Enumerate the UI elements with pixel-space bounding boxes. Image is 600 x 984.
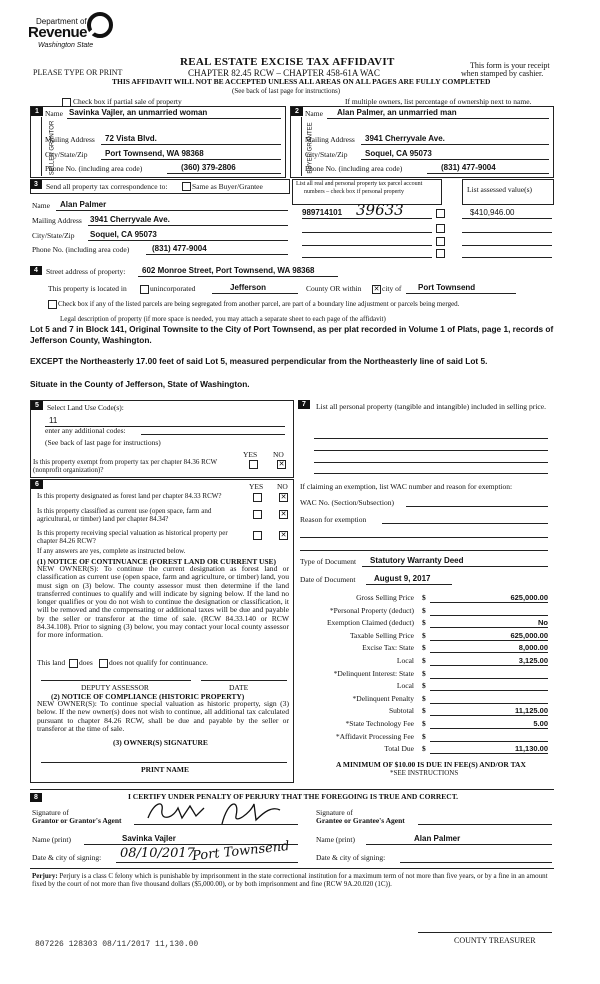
section-4-badge: 4 xyxy=(30,266,42,275)
buyer-mailing[interactable]: 3941 Cherryvale Ave. xyxy=(365,134,445,143)
street-label: Street address of property: xyxy=(46,267,126,276)
tax-row-label: Local xyxy=(396,681,414,690)
partial-sale-label: Check box if partial sale of property xyxy=(73,97,182,106)
parcel-3-personal-checkbox[interactable] xyxy=(436,237,445,246)
tax-row-line xyxy=(430,665,548,666)
tax-row-currency: $ xyxy=(422,618,426,627)
does-not-qualify-checkbox[interactable] xyxy=(99,659,108,668)
property-county[interactable]: Jefferson xyxy=(230,283,267,292)
tax-row-currency: $ xyxy=(422,744,426,753)
section-5-badge: 5 xyxy=(31,401,43,410)
seller-name[interactable]: Savinka Vajler, an unmarried woman xyxy=(69,108,208,117)
exempt-yes-checkbox[interactable] xyxy=(249,460,258,469)
tax-row-value[interactable]: 8,000.00 xyxy=(518,643,548,652)
legal-description-3: Situate in the County of Jefferson, State of Washington. xyxy=(30,379,250,389)
corr-city[interactable]: Soquel, CA 95073 xyxy=(90,230,157,239)
segregated-label: Check box if any of the listed parcels are being segregated from another parcel, are part of a boundary line adjustment or parcels being merged. xyxy=(58,300,460,308)
section-7-badge: 7 xyxy=(298,400,310,409)
land-use-see-back: (See back of last page for instructions) xyxy=(45,438,161,447)
reason-label: Reason for exemption xyxy=(300,515,367,524)
tax-row-line xyxy=(430,678,548,679)
buyer-name-label: Name xyxy=(305,109,323,118)
tax-row-value[interactable]: No xyxy=(538,618,548,627)
revenue-logo-icon xyxy=(86,12,116,38)
buyer-name[interactable]: Alan Palmer, an unmarried man xyxy=(337,108,457,117)
buyer-side-label: BUYER GRANTEE xyxy=(307,122,314,174)
receipt-note-2: when stamped by cashier. xyxy=(461,69,544,78)
tax-row-value[interactable]: 3,125.00 xyxy=(518,656,548,665)
tax-row-line xyxy=(430,640,548,641)
corr-city-label: City/State/Zip xyxy=(32,231,75,240)
exempt-question: Is this property exempt from property tax per chapter 84.36 RCW (nonprofit organization)? xyxy=(33,458,217,474)
segregated-checkbox[interactable] xyxy=(48,300,57,309)
tax-row-line xyxy=(430,615,548,616)
doc-date-label: Date of Document xyxy=(300,575,356,584)
certify-statement: I CERTIFY UNDER PENALTY OF PERJURY THAT THE FOREGOING IS TRUE AND CORRECT. xyxy=(128,792,459,801)
buyer-section xyxy=(290,106,554,178)
personal-property-label: List all personal property (tangible and intangible) included in selling price. xyxy=(316,402,547,411)
doc-date[interactable]: August 9, 2017 xyxy=(374,574,431,583)
tax-row-currency: $ xyxy=(422,606,426,615)
tax-row-label: Exemption Claimed (deduct) xyxy=(326,618,414,627)
tax-row-currency: $ xyxy=(422,719,426,728)
exempt-no-checkbox[interactable]: ✕ xyxy=(278,460,285,468)
parcel-header-1: List all real and personal property tax parcel account xyxy=(296,181,423,187)
tax-row-line xyxy=(430,627,548,628)
section-2-badge: 2 xyxy=(291,107,303,116)
tax-row-label: *Delinquent Interest: State xyxy=(333,669,414,678)
legal-label: Legal description of property (if more space is needed, you may attach a separate sheet to each page of the affidavit) xyxy=(60,315,386,323)
tax-row-line xyxy=(430,715,548,716)
grantor-date: 08/10/2017 xyxy=(120,846,195,861)
tax-row-currency: $ xyxy=(422,706,426,715)
city-of-label: city of xyxy=(382,284,402,293)
land-use-code[interactable]: 11 xyxy=(49,416,58,425)
grantee-sig-label-1: Signature of xyxy=(316,808,353,817)
buyer-city-label: City/State/Zip xyxy=(305,150,348,159)
within-city-checkbox[interactable]: ✕ xyxy=(373,285,380,293)
please-type: PLEASE TYPE OR PRINT xyxy=(33,68,123,77)
see-back-note: (See back of last page for instructions) xyxy=(232,87,341,95)
grantor-name-print-label: Name (print) xyxy=(32,835,71,844)
notice-2-body: NEW OWNER(S): To continue special valuation as historic property, sign (3) below. If the new owner(s) does not wish to continue, all additional tax calculated pursuant to chapter 84.26 RCW, shall be due and payable by the seller or transferor at the time of sale. xyxy=(37,699,289,733)
print-name-label: PRINT NAME xyxy=(141,765,189,774)
forest-no-checkbox[interactable]: ✕ xyxy=(280,493,287,501)
section-7 xyxy=(294,400,554,782)
tax-row-value[interactable]: 5.00 xyxy=(533,719,548,728)
tax-row-line xyxy=(430,652,548,653)
parcel-header-2: numbers – check box if personal property xyxy=(304,189,404,195)
does-qualify-checkbox[interactable] xyxy=(69,659,78,668)
seller-mailing-label: Mailing Address xyxy=(45,135,95,144)
tax-row-line xyxy=(430,741,548,742)
tax-row-currency: $ xyxy=(422,694,426,703)
agency-line-1: Department of xyxy=(36,17,87,26)
agency-line-2: Revenue xyxy=(28,24,88,41)
parcel-number[interactable]: 989714101 xyxy=(302,208,343,217)
doc-type[interactable]: Statutory Warranty Deed xyxy=(370,556,464,565)
tax-row-label: Local xyxy=(396,656,414,665)
multiple-owners-note: If multiple owners, list percentage of ownership next to name. xyxy=(345,97,532,106)
wac-label: WAC No. (Section/Subsection) xyxy=(300,498,394,507)
if-yes-note: If any answers are yes, complete as instructed below. xyxy=(37,547,186,555)
section-8 xyxy=(30,789,554,900)
corr-phone[interactable]: (831) 477-9004 xyxy=(152,244,207,253)
land-use-no-header: NO xyxy=(273,450,284,459)
form-title: REAL ESTATE EXCISE TAX AFFIDAVIT xyxy=(180,56,395,68)
forest-question: Is this property designated as forest land per chapter 84.33 RCW? xyxy=(37,492,222,500)
corr-mailing[interactable]: 3941 Cherryvale Ave. xyxy=(90,215,170,224)
seller-phone-label: Phone No. (including area code) xyxy=(45,164,143,173)
same-as-buyer-label: Same as Buyer/Grantee xyxy=(192,182,263,191)
owner-signature-label: (3) OWNER(S) SIGNATURE xyxy=(113,738,208,747)
tax-row-value[interactable]: 11,130.00 xyxy=(515,744,548,753)
corr-name[interactable]: Alan Palmer xyxy=(60,200,107,209)
tax-row-line xyxy=(430,690,548,691)
section-8-badge: 8 xyxy=(30,793,42,802)
forest-yes-checkbox[interactable] xyxy=(253,493,262,502)
tax-row-label: *Delinquent Penalty xyxy=(352,694,414,703)
grantee-sig-label-2: Grantee or Grantee's Agent xyxy=(316,816,405,825)
section-1-badge: 1 xyxy=(31,107,43,116)
land-use-label: Select Land Use Code(s): xyxy=(47,403,124,412)
grantor-print-name[interactable]: Savinka Vajler xyxy=(122,834,176,843)
tax-row-line xyxy=(430,703,548,704)
doc-type-label: Type of Document xyxy=(300,557,357,566)
buyer-phone-label: Phone No. (including area code) xyxy=(305,164,403,173)
legal-description-2: EXCEPT the Northeasterly 17.00 feet of said Lot 5, measured perpendicular from the Northeasterly line of said Lot 5. xyxy=(30,356,488,366)
unincorporated-checkbox[interactable] xyxy=(140,285,149,294)
land-use-section xyxy=(30,400,294,478)
tax-row-value[interactable]: 625,000.00 xyxy=(510,631,548,640)
historic-question: Is this property receiving special valuation as historical property per chapter 84.26 RCW? xyxy=(37,529,228,545)
tax-row-line xyxy=(430,753,548,754)
tax-row-label: Total Due xyxy=(384,744,414,753)
notice-1-title: (1) NOTICE OF CONTINUANCE (FOREST LAND OR CURRENT USE) xyxy=(37,557,277,566)
agency-line-3: Washington State xyxy=(38,42,94,49)
s6-no-header: NO xyxy=(277,482,288,491)
tax-row-currency: $ xyxy=(422,732,426,741)
grantor-sig-label-2: Grantor or Grantor's Agent xyxy=(32,816,122,825)
unincorporated-label: unincorporated xyxy=(150,284,196,293)
see-instructions-note: *SEE INSTRUCTIONS xyxy=(390,769,459,777)
seller-name-label: Name xyxy=(45,109,63,118)
assessed-value[interactable]: $410,946.00 xyxy=(470,208,515,217)
section-6 xyxy=(30,479,294,783)
receipt-stamp: 807226 128303 08/11/2017 11,130.00 xyxy=(35,940,199,949)
exemption-label: If claiming an exemption, list WAC number and reason for exemption: xyxy=(300,482,513,491)
grantor-date-city-label: Date & city of signing: xyxy=(32,853,102,862)
additional-codes-label: enter any additional codes: xyxy=(45,426,126,435)
seller-mailing[interactable]: 72 Vista Blvd. xyxy=(105,134,157,143)
tax-row-currency: $ xyxy=(422,681,426,690)
tax-row-label: *State Technology Fee xyxy=(345,719,414,728)
property-city[interactable]: Port Townsend xyxy=(418,283,476,292)
tax-row-label: *Affidavit Processing Fee xyxy=(335,732,414,741)
buyer-city[interactable]: Soquel, CA 95073 xyxy=(365,149,432,158)
tax-row-value[interactable]: 11,125.00 xyxy=(515,706,548,715)
revenue-logo xyxy=(28,12,118,52)
grantee-name-print-label: Name (print) xyxy=(316,835,355,844)
tax-row-label: Gross Selling Price xyxy=(356,593,414,602)
historic-no-checkbox[interactable]: ✕ xyxy=(280,531,287,539)
same-as-buyer-checkbox[interactable] xyxy=(182,182,191,191)
minimum-due-note: A MINIMUM OF $10.00 IS DUE IN FEE(S) AND/OR TAX xyxy=(336,760,526,769)
section-3-badge: 3 xyxy=(30,180,42,189)
parcel-4-personal-checkbox[interactable] xyxy=(436,249,445,258)
buyer-mailing-label: Mailing Address xyxy=(305,135,355,144)
county-treasurer-label: COUNTY TREASURER xyxy=(454,936,536,945)
seller-phone[interactable]: (360) 379-2806 xyxy=(181,163,236,172)
current-use-yes-checkbox[interactable] xyxy=(253,510,262,519)
tax-row-currency: $ xyxy=(422,643,426,652)
corr-name-label: Name xyxy=(32,201,50,210)
property-section xyxy=(30,266,570,396)
perjury-text: Perjury is a class C felony which is punishable by imprisonment in the state correctional institution for a maximum term of not more than five years, or by a fine in an amount fixed by the court of not more than five thousand dollars ($5,000.00), or by both imprisonment and fine (RCW 9A.20.020 (1C)). xyxy=(32,872,548,889)
located-label: This property is located in xyxy=(48,284,127,293)
tax-row-currency: $ xyxy=(422,593,426,602)
corr-mailing-label: Mailing Address xyxy=(32,216,82,225)
property-street[interactable]: 602 Monroe Street, Port Townsend, WA 98368 xyxy=(142,266,315,275)
receipt-note-1: This form is your receipt xyxy=(470,61,550,70)
grantor-sig-label-1: Signature of xyxy=(32,808,69,817)
correspondence-section xyxy=(30,179,552,259)
perjury-notice xyxy=(32,872,552,888)
county-or-within-label: County OR within xyxy=(306,284,362,293)
seller-section xyxy=(30,106,286,178)
tax-row-label: *Personal Property (deduct) xyxy=(329,606,414,615)
this-land-label: This land xyxy=(37,658,66,667)
grantor-city: Port Townsend xyxy=(191,838,291,865)
tax-row-currency: $ xyxy=(422,631,426,640)
seller-side-label: SELLER GRANTOR xyxy=(49,120,56,176)
tax-row-currency: $ xyxy=(422,656,426,665)
form-subtitle: CHAPTER 82.45 RCW – CHAPTER 458-61A WAC xyxy=(188,68,380,78)
legal-description-1: Lot 5 and 7 in Block 141, Original Townsite to the City of Port Townsend, as per plat recorded in Volume 1 of Plats, page 1, records of Jefferson County, Washington. xyxy=(30,324,554,345)
section-6-badge: 6 xyxy=(31,480,43,489)
parcel-handwritten: 39633 xyxy=(356,201,404,219)
tax-row-label: Subtotal xyxy=(388,706,414,715)
perjury-label: Perjury: xyxy=(32,872,58,880)
not-accepted-notice: THIS AFFIDAVIT WILL NOT BE ACCEPTED UNLESS ALL AREAS ON ALL PAGES ARE FULLY COMPLETED xyxy=(112,77,491,86)
parcel-1-personal-checkbox[interactable] xyxy=(436,209,445,218)
parcel-2-personal-checkbox[interactable] xyxy=(436,224,445,233)
buyer-phone[interactable]: (831) 477-9004 xyxy=(441,163,496,172)
tax-row-currency: $ xyxy=(422,669,426,678)
historic-yes-checkbox[interactable] xyxy=(253,531,262,540)
corr-phone-label: Phone No. (including area code) xyxy=(32,245,130,254)
tax-row-value[interactable]: 625,000.00 xyxy=(510,593,548,602)
tax-row-line xyxy=(430,728,548,729)
tax-row-label: Taxable Selling Price xyxy=(349,631,414,640)
land-use-yes-header: YES xyxy=(243,450,258,459)
seller-city[interactable]: Port Townsend, WA 98368 xyxy=(105,149,204,158)
grantor-signature xyxy=(142,794,302,828)
current-use-question: Is this property classified as current use (open space, farm and agricultural, or timber) land per chapter 84.34? xyxy=(37,507,212,523)
does-not-label: does not qualify for continuance. xyxy=(109,658,208,667)
seller-city-label: City/State/Zip xyxy=(45,150,88,159)
notice-1-body: NEW OWNER(S): To continue the current designation as forest land or classification as current use (open space, farm and agriculture, or timber) land, you must sign on (3) below. The county assessor must then determine if the land transferred continues to qualify and will indicate by signing below. If the land no longer qualifies or you do not wish to continue the designation or classification, it will be removed and the compensating or additional taxes will be due and payable by the seller or transferor at the time of sale. (RCW 84.33.140 or RCW 84.34.108). Prior to signing (3) below, you may contact your local county assessor for more information. xyxy=(37,564,289,640)
assessed-header: List assessed value(s) xyxy=(467,185,532,194)
grantee-print-name[interactable]: Alan Palmer xyxy=(414,834,461,843)
tax-row-label: Excise Tax: State xyxy=(362,643,414,652)
notice-2-title: (2) NOTICE OF COMPLIANCE (HISTORIC PROPERTY) xyxy=(51,692,245,701)
assessor-date-label: DATE xyxy=(229,683,249,692)
current-use-no-checkbox[interactable]: ✕ xyxy=(280,510,287,518)
does-label: does xyxy=(79,658,93,667)
s6-yes-header: YES xyxy=(249,482,264,491)
tax-row-line xyxy=(430,602,548,603)
deputy-assessor-label: DEPUTY ASSESSOR xyxy=(81,683,149,692)
correspondence-label: Send all property tax correspondence to: xyxy=(46,182,168,191)
grantee-date-city-label: Date & city of signing: xyxy=(316,853,386,862)
